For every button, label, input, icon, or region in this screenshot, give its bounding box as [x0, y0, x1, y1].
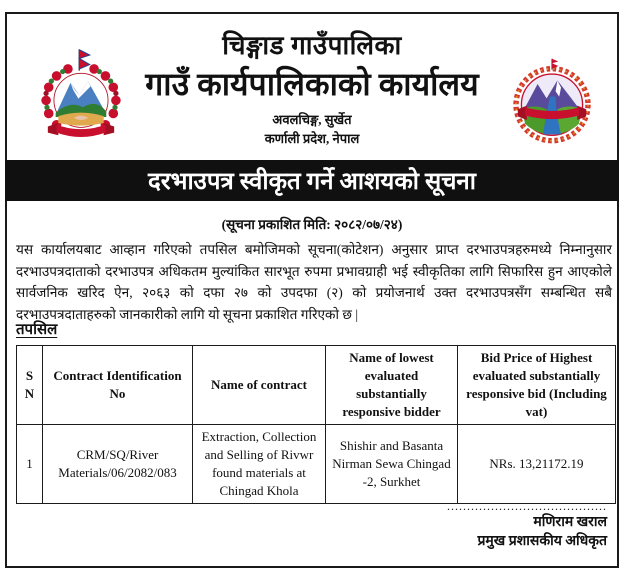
cell-contract-name: Extraction, Collection and Selling of Rivwr found materials at Chingad Khola [193, 425, 326, 504]
region-line: कर्णाली प्रदेश, नेपाल [264, 131, 360, 146]
notice-page [5, 12, 619, 568]
col-sn: S N [17, 346, 43, 425]
notice-body: यस कार्यालयबाट आव्हान गरिएको तपसिल बमोजिमको सूचना(कोटेशन) अनुसार प्राप्त दरभाउपत्रहरुमध्ये निम्नानुसार दरभाउपत्रदाताको दरभाउपत्र अधिकतम मुल्यांकित सारभूत रुपमा प्रभावग्राही भई स्वीकृतिका लागि सिफारिस हुन आएकोले सार्वजनिक खरिद ऐन, २०६३ को दफा २७ को उपदफा (२) को प्रयोजनार्थ उक्त दरभाउपत्रसँग सम्बन्धित सबै दरभाउपत्रदाताहरुको जानकारीको लागि यो सूचना प्रकाशित गरिएको छ | [16, 242, 612, 322]
signature-block [447, 499, 607, 551]
signatory-title: प्रमुख प्रशासकीय अधिकृत [477, 534, 607, 549]
notice-title: दरभाउपत्र स्वीकृत गर्ने आशयको सूचना [148, 169, 476, 195]
notice-title-banner [5, 160, 619, 201]
bid-table [16, 345, 616, 504]
cell-contract-id: CRM/SQ/River Materials/06/2082/083 [43, 425, 193, 504]
col-contract-id: Contract Identification No [43, 346, 193, 425]
col-bid-price: Bid Price of Highest evaluated substantially responsive bid (Including vat) [458, 346, 616, 425]
col-contract-name: Name of contract [193, 346, 326, 425]
nepal-flag-icon [79, 50, 89, 71]
cell-bidder: Shishir and Basanta Nirman Sewa Chingad -2, Surkhet [326, 425, 458, 504]
published-date: (सूचना प्रकाशित मिति: २०८२/०७/२४) [221, 217, 403, 232]
office-name: गाउँ कार्यपालिकाको कार्यालय [145, 66, 479, 102]
table-header-row [17, 346, 616, 425]
municipality-name: चिङ्गाड गाउँपालिका [222, 31, 402, 60]
cell-sn: 1 [17, 425, 43, 504]
table-row [17, 425, 616, 504]
signatory-name: मणिराम खराल [533, 515, 607, 530]
address-line: अवलचिङ्ग, सुर्खेत [272, 112, 352, 127]
letterhead [102, 30, 522, 148]
col-bidder: Name of lowest evaluated substantially responsive bidder [326, 346, 458, 425]
signature-line: ........................................ [447, 499, 607, 513]
details-heading: तपसिल [16, 322, 58, 338]
cell-bid-price: NRs. 13,21172.19 [458, 425, 616, 504]
